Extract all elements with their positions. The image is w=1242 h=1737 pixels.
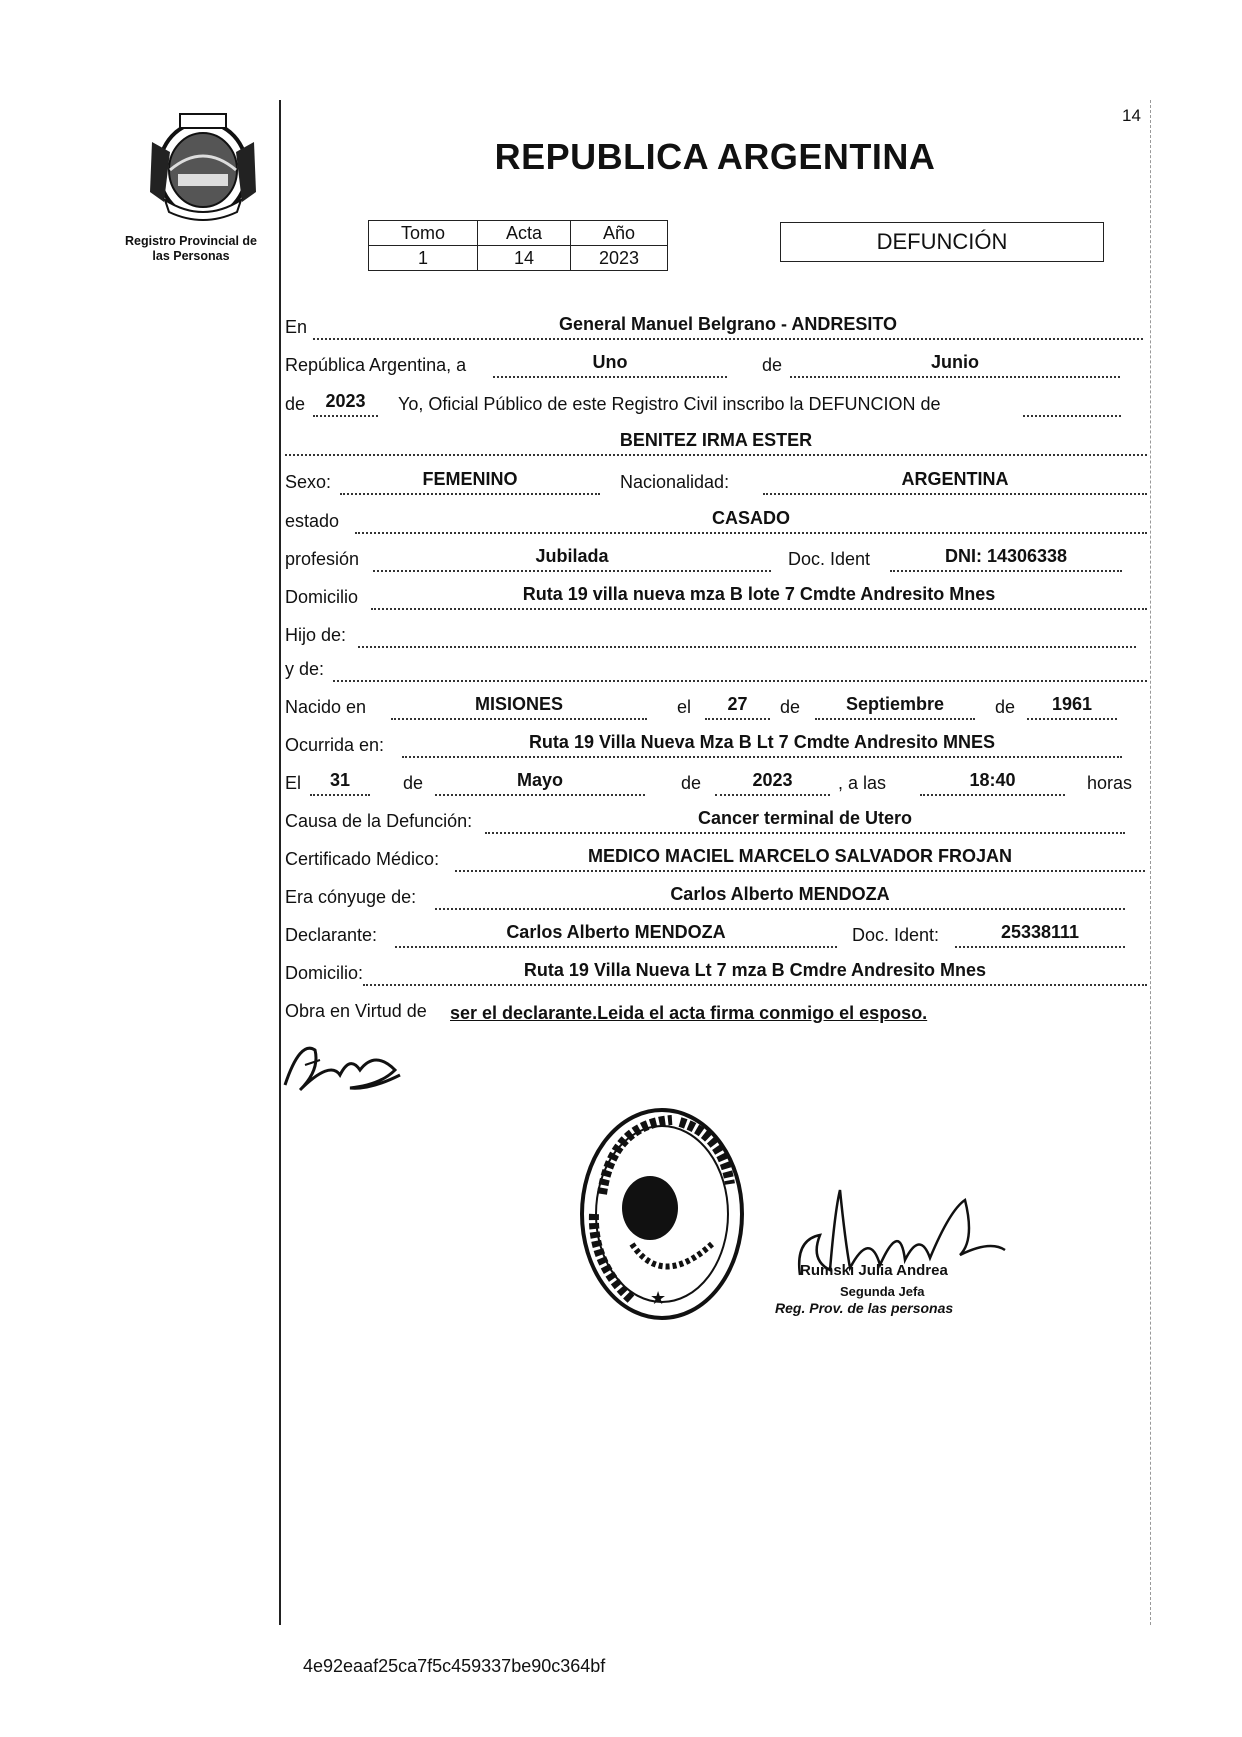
ocurrida-label: Ocurrida en: [285, 735, 385, 755]
conyuge-value: Carlos Alberto MENDOZA [435, 882, 1125, 910]
row-domicilio [285, 580, 1147, 610]
nacido-value: MISIONES [391, 692, 647, 720]
row-domicilio2 [285, 956, 1147, 986]
nac-dia: 27 [705, 692, 770, 720]
horas-label: horas [1087, 773, 1133, 793]
en-label: En [285, 317, 308, 337]
row-conyuge [285, 880, 1147, 910]
certificado-value: MEDICO MACIEL MARCELO SALVADOR FROJAN [455, 844, 1145, 872]
domicilio2-label: Domicilio: [285, 963, 364, 983]
declarant-signature-icon [280, 1030, 410, 1100]
row-nacido [285, 690, 1147, 720]
yde-label: y de: [285, 659, 325, 679]
domicilio-label: Domicilio [285, 587, 359, 607]
row-causa [285, 804, 1147, 834]
oficial-text: Yo, Oficial Público de este Registro Civil inscribo la DEFUNCION de [398, 394, 941, 414]
nacido-label: Nacido en [285, 697, 367, 717]
obra-label: Obra en Virtud de [285, 1001, 427, 1021]
row-declarante [285, 918, 1147, 948]
declarante-label: Declarante: [285, 925, 378, 945]
acta-table-value-row [369, 246, 668, 271]
en-value: General Manuel Belgrano - ANDRESITO [313, 312, 1143, 340]
provincia-misiones-logo-icon [140, 112, 266, 222]
mes-value: Junio [790, 350, 1120, 378]
fall-dia: 31 [310, 768, 370, 796]
tomo-value: 1 [369, 246, 478, 271]
causa-value: Cancer terminal de Utero [485, 806, 1125, 834]
acta-table [368, 220, 668, 271]
document-type-box: DEFUNCIÓN [780, 222, 1104, 262]
hijo-value [358, 620, 1136, 648]
row-nombre [285, 426, 1147, 456]
row-oficial [285, 387, 1147, 417]
de2-label: de [285, 394, 306, 414]
nac-de2: de [995, 697, 1016, 717]
official-name: Rumski Julia Andrea [800, 1262, 948, 1279]
decl-doc-label: Doc. Ident: [852, 925, 940, 945]
logo-caption-line2: las Personas [152, 249, 230, 263]
row-hijo [285, 618, 1147, 648]
declarante-value: Carlos Alberto MENDOZA [395, 920, 837, 948]
logo-caption-line1: Registro Provincial de [125, 234, 257, 248]
fall-de2: de [681, 773, 702, 793]
footer-hash: 4e92eaaf25ca7f5c459337be90c364bf [303, 1656, 606, 1676]
de-label: de [762, 355, 783, 375]
nacionalidad-label: Nacionalidad: [620, 472, 730, 492]
conyuge-label: Era cónyuge de: [285, 887, 417, 907]
page-number: 14 [1122, 106, 1141, 125]
row-sexo [285, 465, 1147, 495]
official-role: Segunda Jefa [840, 1284, 925, 1299]
domicilio2-value: Ruta 19 Villa Nueva Lt 7 mza B Cmdre Andresito Mnes [363, 958, 1147, 986]
fall-anio: 2023 [715, 768, 830, 796]
hijo-label: Hijo de: [285, 625, 347, 645]
official-org: Reg. Prov. de las personas [775, 1300, 954, 1316]
official-seal-icon [572, 1104, 752, 1324]
certificado-label: Certificado Médico: [285, 849, 440, 869]
nombre-value: BENITEZ IRMA ESTER [285, 428, 1147, 456]
hora-value: 18:40 [920, 768, 1065, 796]
row-fecha-defuncion [285, 766, 1147, 796]
left-margin-line [279, 100, 281, 1625]
row-obra [285, 994, 1147, 1024]
fall-de1: de [403, 773, 424, 793]
decl-doc-value: 25338111 [955, 920, 1125, 948]
el-label: el [677, 697, 692, 717]
svg-text:★: ★ [650, 1288, 667, 1309]
anio-header: Año [571, 221, 668, 246]
nacionalidad-value: ARGENTINA [763, 467, 1147, 495]
El-label: El [285, 773, 302, 793]
causa-label: Causa de la Defunción: [285, 811, 473, 831]
acta-table-header-row [369, 221, 668, 246]
row-ocurrida [285, 728, 1147, 758]
dia-value: Uno [493, 350, 727, 378]
nac-mes: Septiembre [815, 692, 975, 720]
page-title: REPUBLICA ARGENTINA [494, 136, 936, 177]
anio-value: 2023 [571, 246, 668, 271]
estado-value: CASADO [355, 506, 1147, 534]
anio-value-field: 2023 [313, 389, 378, 417]
sexo-label: Sexo: [285, 472, 332, 492]
right-margin-line [1150, 100, 1151, 1625]
row-estado [285, 504, 1147, 534]
row-profesion [285, 542, 1147, 572]
acta-value: 14 [478, 246, 571, 271]
doc-value: DNI: 14306338 [890, 544, 1122, 572]
alas-label: , a las [838, 773, 887, 793]
ocurrida-value: Ruta 19 Villa Nueva Mza B Lt 7 Cmdte Andresito MNES [402, 730, 1122, 758]
profesion-value: Jubilada [373, 544, 771, 572]
row-certificado [285, 842, 1147, 872]
nac-de1: de [780, 697, 801, 717]
tomo-header: Tomo [369, 221, 478, 246]
row-republica [285, 348, 1147, 378]
obra-value: ser el declarante.Leida el acta firma conmigo el esposo. [450, 1003, 928, 1023]
fall-mes: Mayo [435, 768, 645, 796]
oficial-blank [1023, 389, 1121, 417]
acta-header: Acta [478, 221, 571, 246]
estado-label: estado [285, 511, 340, 531]
logo-caption [116, 234, 266, 264]
row-en [285, 310, 1147, 340]
doc-label: Doc. Ident [788, 549, 871, 569]
yde-value [333, 654, 1147, 682]
domicilio-value: Ruta 19 villa nueva mza B lote 7 Cmdte Andresito Mnes [371, 582, 1147, 610]
profesion-label: profesión [285, 549, 360, 569]
official-signature-icon [790, 1180, 1020, 1300]
sexo-value: FEMENINO [340, 467, 600, 495]
republica-label: República Argentina, a [285, 355, 467, 375]
row-yde [285, 652, 1147, 682]
nac-anio: 1961 [1027, 692, 1117, 720]
